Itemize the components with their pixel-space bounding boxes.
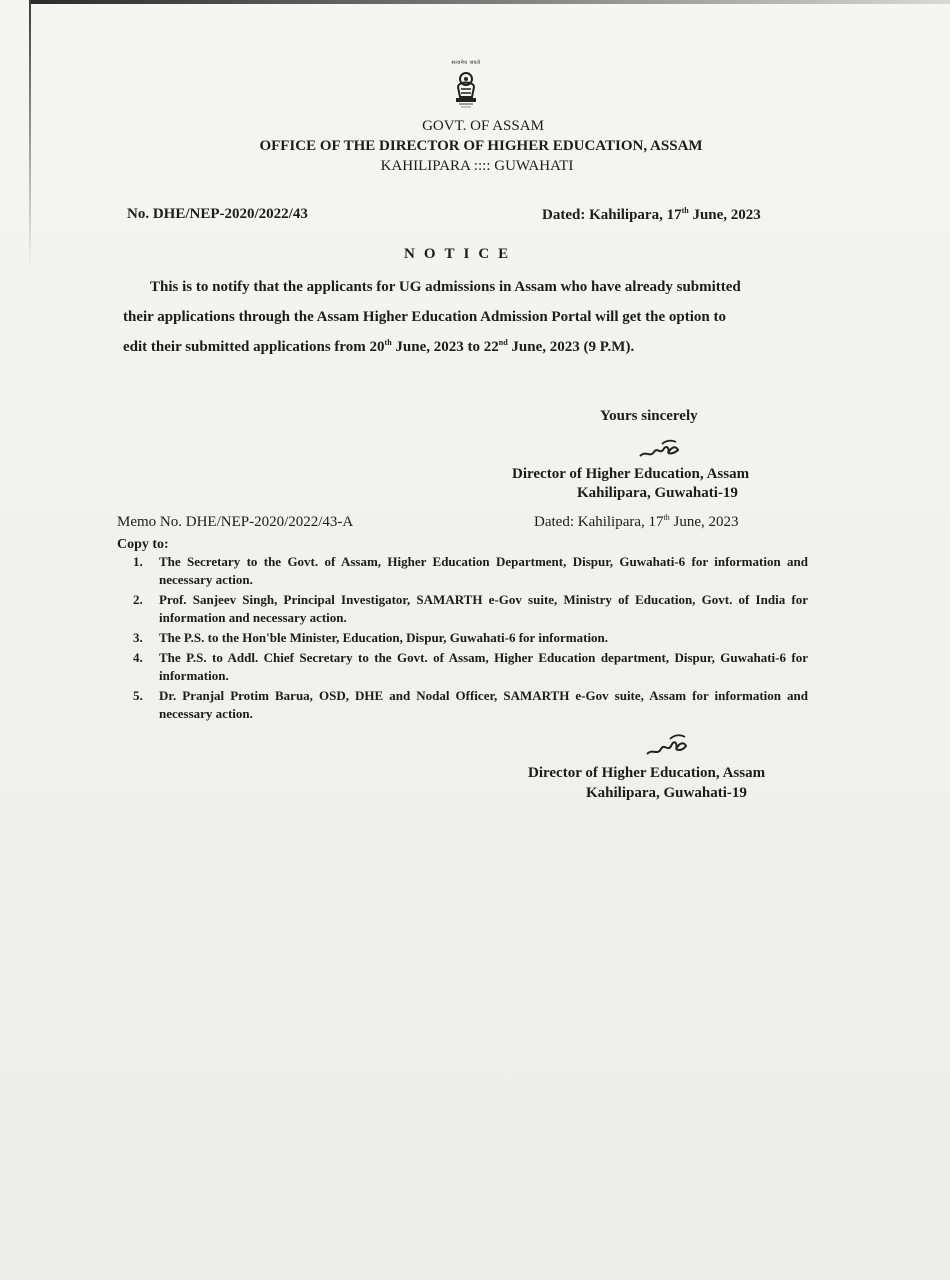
copy-recipient-list [133, 553, 808, 723]
signatory-address: Kahilipara, Guwahati-19 [577, 485, 738, 501]
emblem-icon [450, 67, 482, 117]
list-item: 1. The Secretary to the Govt. of Assam, Higher Education Department, Dispur, Guwahati-6 for information and necessary action. [133, 554, 808, 587]
memo-date: Dated: Kahilipara, 17th June, 2023 [534, 513, 739, 530]
signature-icon [644, 730, 690, 760]
signatory-address: Kahilipara, Guwahati-19 [586, 785, 747, 801]
state-emblem [446, 60, 486, 120]
govt-heading: GOVT. OF ASSAM [422, 118, 544, 134]
list-item: 2. Prof. Sanjeev Singh, Principal Investigator, SAMARTH e-Gov suite, Ministry of Education, Govt. of India for information and necessary action. [133, 592, 808, 625]
page-edge-left [29, 0, 31, 270]
closing-salutation: Yours sincerely [600, 408, 698, 424]
signatory-designation: Director of Higher Education, Assam [528, 765, 766, 781]
list-item: 3. The P.S. to the Hon'ble Minister, Education, Dispur, Guwahati-6 for information. [133, 630, 609, 645]
reference-number: No. DHE/NEP-2020/2022/43 [127, 206, 308, 222]
signature-icon [638, 436, 682, 462]
notice-body-line-1: This is to notify that the applicants for UG admissions in Assam who have already submitted [150, 279, 741, 295]
list-item: 4. The P.S. to Addl. Chief Secretary to the Govt. of Assam, Higher Education department, Dispur, Guwahati-6 for information. [133, 650, 808, 683]
office-heading: OFFICE OF THE DIRECTOR OF HIGHER EDUCATION, ASSAM [259, 138, 703, 154]
signatory-designation: Director of Higher Education, Assam [512, 466, 750, 482]
emblem-caption: सत्यमेव जयते [451, 60, 481, 66]
notice-body-line-3: edit their submitted applications from 20th June, 2023 to 22nd June, 2023 (9 P.M). [123, 338, 635, 355]
notice-title: NOTICE [404, 246, 518, 262]
location-heading: KAHILIPARA :::: GUWAHATI [380, 158, 574, 174]
notice-body-line-2: their applications through the Assam Higher Education Admission Portal will get the option to [123, 309, 726, 325]
copy-to-label: Copy to: [117, 537, 169, 552]
list-item: 5. Dr. Pranjal Protim Barua, OSD, DHE and Nodal Officer, SAMARTH e-Gov suite, Assam for information and necessary action. [133, 688, 808, 721]
page-edge-top [30, 0, 950, 4]
memo-number: Memo No. DHE/NEP-2020/2022/43-A [117, 514, 354, 530]
reference-date: Dated: Kahilipara, 17th June, 2023 [542, 206, 761, 223]
